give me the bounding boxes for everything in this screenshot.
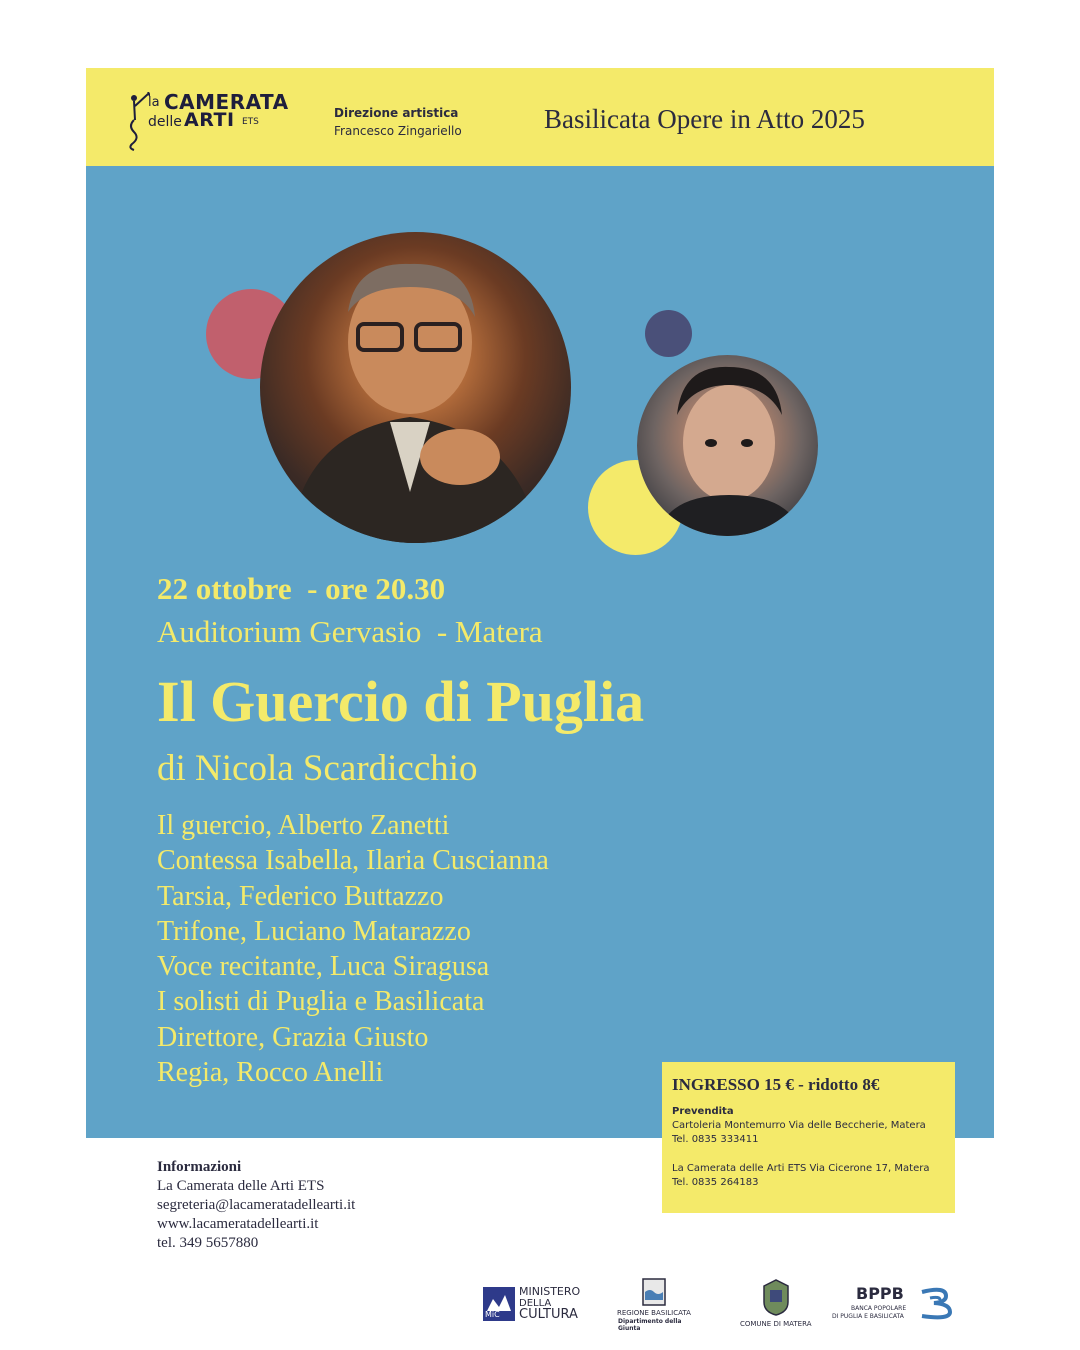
cast-item: Il guercio, Alberto Zanetti <box>157 810 450 841</box>
info-phone: tel. 349 5657880 <box>157 1235 259 1251</box>
logo-word-delle: delle <box>148 114 182 130</box>
cast-item: Direttore, Grazia Giusto <box>157 1021 429 1053</box>
bppb-logo-icon <box>916 1286 958 1320</box>
ministero-line2: DELLA <box>519 1298 552 1309</box>
event-title: Il Guercio di Puglia <box>157 669 645 734</box>
cast-item: I solisti di Puglia e Basilicata <box>157 986 485 1018</box>
prevendita-org-tel: Tel. 0835 264183 <box>672 1177 759 1188</box>
info-website[interactable]: www.lacameratadellearti.it <box>157 1216 319 1232</box>
info-block <box>157 1158 355 1253</box>
sponsor-regione <box>610 1278 700 1332</box>
ticket-box <box>662 1062 955 1213</box>
ticket-price: INGRESSO 15 € - ridotto 8€ <box>672 1075 880 1094</box>
cast-item: Tarsia, Federico Buttazzo <box>157 880 444 912</box>
festival-title: Basilicata Opere in Atto 2025 <box>544 104 865 134</box>
cast-item: Contessa Isabella, Ilaria Cuscianna <box>157 845 549 877</box>
logo-word-arti: ARTI <box>184 109 235 131</box>
logo-word-la: la <box>148 95 160 110</box>
portrait-figure-icon <box>260 232 571 543</box>
sponsor-comune <box>738 1278 818 1330</box>
comune-label: COMUNE DI MATERA <box>740 1320 812 1328</box>
regione-line1: REGIONE BASILICATA <box>617 1309 691 1317</box>
prevendita-label: Prevendita <box>672 1106 734 1117</box>
portrait-figure-icon <box>637 355 818 536</box>
info-org: La Camerata delle Arti ETS <box>157 1178 325 1194</box>
comune-crest-icon <box>760 1278 792 1316</box>
mic-label: MiC <box>485 1310 500 1319</box>
portrait-photo-actor <box>637 355 818 536</box>
prevendita-shop-tel: Tel. 0835 333411 <box>672 1134 759 1145</box>
portrait-photo-composer <box>260 232 571 543</box>
ministero-line3: CULTURA <box>519 1307 578 1322</box>
bppb-wordmark: BPPB <box>856 1284 904 1303</box>
info-email[interactable]: segreteria@lacameratadellearti.it <box>157 1197 356 1213</box>
cast-item: Voce recitante, Luca Siragusa <box>157 951 490 983</box>
event-author: di Nicola Scardicchio <box>157 748 478 789</box>
event-venue: Auditorium Gervasio - Matera <box>157 614 543 649</box>
bppb-line2: DI PUGLIA E BASILICATA <box>832 1313 904 1320</box>
cast-item: Trifone, Luciano Matarazzo <box>157 915 471 947</box>
cast-item: Regia, Rocco Anelli <box>157 1057 384 1089</box>
direzione-name: Francesco Zingariello <box>334 124 462 138</box>
regione-crest-icon <box>642 1278 666 1306</box>
camerata-logo <box>126 90 289 152</box>
trumpeter-logo-icon <box>126 92 150 152</box>
direzione-label: Direzione artistica <box>334 106 459 120</box>
logo-word-ets: ETS <box>242 117 259 127</box>
sponsor-bppb <box>832 1284 962 1324</box>
prevendita-org: La Camerata delle Arti ETS Via Cicerone 17, Matera <box>672 1163 930 1174</box>
ministero-line1: MINISTERO <box>519 1285 581 1298</box>
cast-list <box>157 808 549 1090</box>
sponsor-ministero <box>483 1285 593 1325</box>
bppb-line1: BANCA POPOLARE <box>851 1305 907 1312</box>
header-band <box>86 68 994 166</box>
regione-line2: Dipartimento della Giunta <box>618 1318 682 1332</box>
event-date: 22 ottobre - ore 20.30 <box>157 571 446 606</box>
logo-word-camerata: CAMERATA <box>164 90 289 114</box>
info-heading: Informazioni <box>157 1159 242 1175</box>
prevendita-shop: Cartoleria Montemurro Via delle Beccherie, Matera <box>672 1120 926 1131</box>
decorative-circle-navy <box>645 310 692 357</box>
